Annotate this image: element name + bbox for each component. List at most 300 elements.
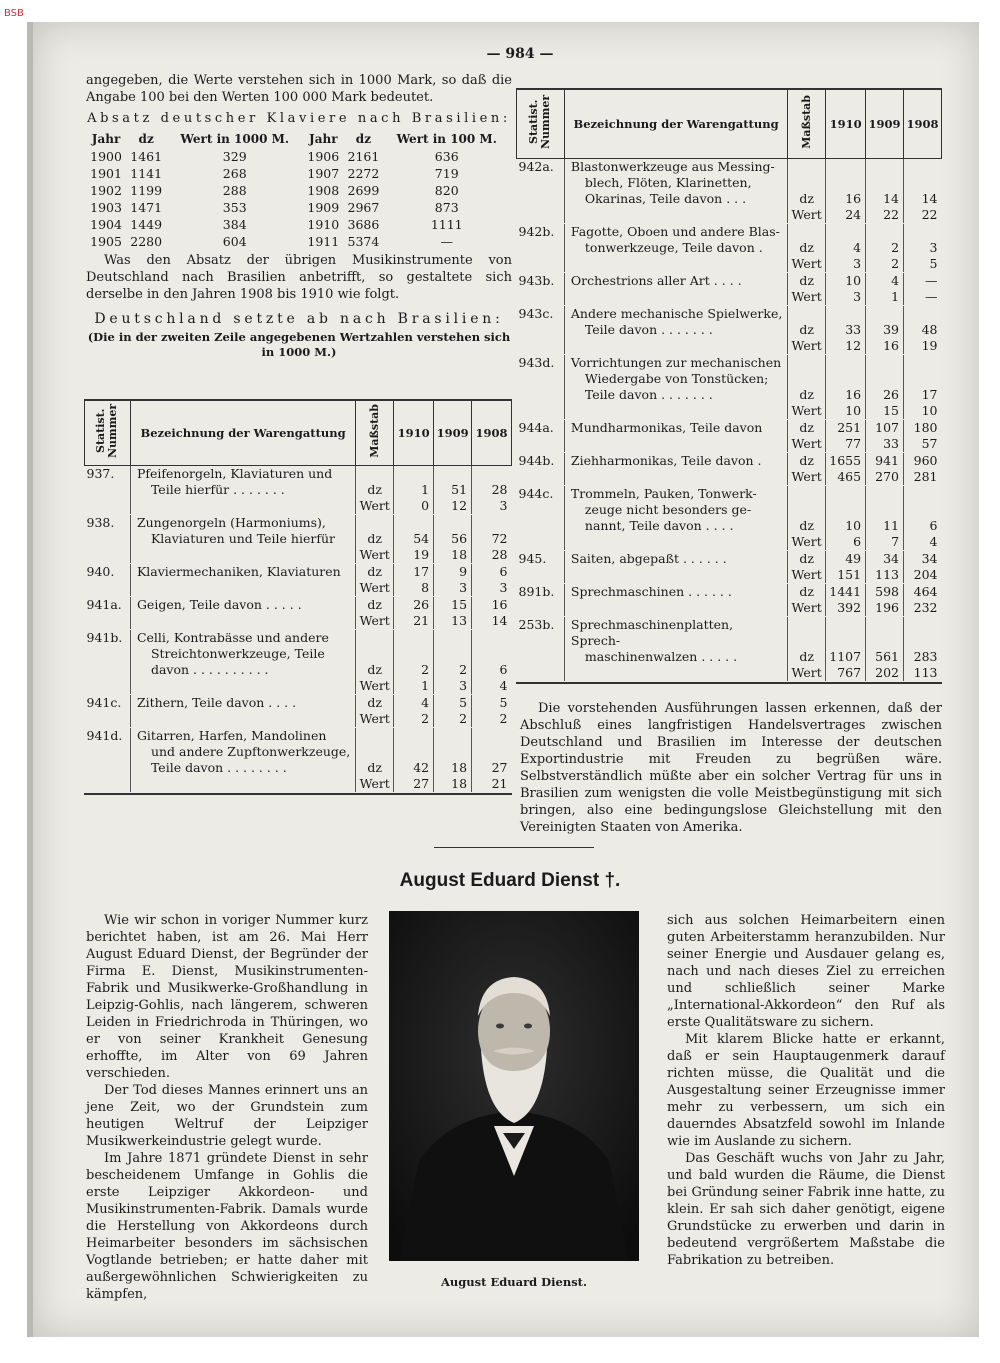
value-dz: 11 — [866, 518, 904, 534]
stat-number — [85, 776, 131, 792]
col-desc-header: Bezeichnung der Warengattung — [564, 89, 787, 159]
table-row — [85, 515, 512, 531]
value-wert: 2 — [394, 711, 434, 727]
stat-number — [517, 240, 565, 256]
description-line — [130, 613, 355, 629]
unit-wert: Wert — [356, 547, 394, 563]
value-cell — [472, 744, 512, 760]
description-line: blech, Flöten, Klarinetten, — [564, 175, 787, 191]
value-cell — [904, 502, 942, 518]
table-row — [85, 744, 512, 760]
value-wert: 21 — [394, 613, 434, 629]
unit-wert: Wert — [788, 403, 826, 419]
absatz-cell: 1908 — [307, 183, 340, 198]
absatz-header: Wert in 1000 M. — [180, 132, 290, 146]
description-line — [564, 600, 787, 616]
table-row — [517, 387, 942, 403]
absatz-row — [86, 165, 510, 182]
value-cell — [434, 728, 472, 744]
description-line: maschinenwalzen . . . . . — [564, 649, 787, 665]
unit-cell — [356, 630, 394, 646]
value-wert: 196 — [866, 600, 904, 616]
value-wert: 3 — [472, 498, 512, 514]
table-row — [517, 240, 942, 256]
value-wert: — — [904, 289, 942, 305]
absatz-row — [86, 216, 510, 233]
value-dz: 1 — [394, 482, 434, 498]
absatz-cell: 2161 — [347, 149, 380, 164]
value-dz: 4 — [866, 273, 904, 289]
value-cell — [904, 224, 942, 240]
value-cell — [866, 502, 904, 518]
value-wert: 4 — [472, 678, 512, 694]
unit-cell — [788, 486, 826, 502]
unit-dz: dz — [788, 387, 826, 403]
table-row — [517, 617, 942, 649]
absatz-cell: 1199 — [130, 183, 163, 198]
description-line — [130, 678, 355, 694]
portrait-photo — [389, 911, 639, 1261]
page-number: — 984 — — [486, 46, 554, 62]
description-line: Teile davon . . . . . . . . — [130, 760, 355, 776]
unit-dz: dz — [788, 649, 826, 665]
description-line: Sprechmaschinenplatten, Sprech- — [564, 617, 787, 649]
absatz-cell: 2699 — [347, 183, 380, 198]
stat-number — [85, 498, 131, 514]
row-spacer — [517, 681, 942, 682]
value-dz: 18 — [434, 760, 472, 776]
value-cell — [394, 728, 434, 744]
unit-wert: Wert — [788, 567, 826, 583]
value-cell — [472, 630, 512, 646]
value-dz: 48 — [904, 322, 942, 338]
unit-cell — [356, 515, 394, 531]
unit-wert: Wert — [788, 207, 826, 223]
stat-number — [517, 502, 565, 518]
value-dz: 941 — [866, 453, 904, 469]
unit-cell — [788, 159, 826, 176]
unit-cell — [356, 744, 394, 760]
right-export-table-wrap — [516, 88, 942, 684]
stat-number: 945. — [518, 551, 547, 566]
value-dz: 17 — [394, 564, 434, 580]
unit-dz: dz — [788, 191, 826, 207]
absatz-cell: 1901 — [90, 166, 122, 181]
value-dz: 16 — [826, 387, 866, 403]
left-column — [86, 72, 512, 360]
description-line — [564, 469, 787, 485]
value-wert: 22 — [866, 207, 904, 223]
value-dz: 1441 — [826, 584, 866, 600]
value-cell — [866, 159, 904, 176]
description-line: Wiedergabe von Tonstücken; — [564, 371, 787, 387]
absatz-cell: 1907 — [307, 166, 340, 181]
value-wert: 22 — [904, 207, 942, 223]
unit-wert: Wert — [788, 256, 826, 272]
absatz-row — [86, 199, 510, 216]
description-line: nannt, Teile davon . . . . — [564, 518, 787, 534]
value-dz: 27 — [472, 760, 512, 776]
table-row — [517, 453, 942, 469]
unit-cell — [356, 646, 394, 662]
unit-cell — [788, 224, 826, 240]
unit-wert: Wert — [788, 469, 826, 485]
value-cell — [826, 502, 866, 518]
absatz-header: Jahr — [309, 132, 338, 146]
value-wert: 767 — [826, 665, 866, 681]
value-cell — [866, 617, 904, 649]
stat-number — [85, 678, 131, 694]
stat-number: 944c. — [518, 486, 554, 501]
value-dz: 4 — [394, 695, 434, 711]
portrait-eye — [496, 1024, 504, 1029]
stat-number: 941c. — [86, 695, 122, 710]
unit-dz: dz — [356, 564, 394, 580]
value-wert: 16 — [866, 338, 904, 354]
table-row — [517, 420, 942, 436]
stat-number — [85, 662, 131, 678]
value-cell — [826, 355, 866, 371]
description-line — [564, 207, 787, 223]
stat-number — [517, 371, 565, 387]
unit-dz: dz — [356, 597, 394, 613]
value-cell — [826, 486, 866, 502]
unit-wert: Wert — [356, 678, 394, 694]
value-dz: 56 — [434, 531, 472, 547]
description-line: tonwerkzeuge, Teile davon . — [564, 240, 787, 256]
value-dz: 283 — [904, 649, 942, 665]
value-dz: 180 — [904, 420, 942, 436]
description-line — [564, 289, 787, 305]
value-wert: 12 — [826, 338, 866, 354]
value-wert: 8 — [394, 580, 434, 596]
description-line — [564, 567, 787, 583]
stat-number — [517, 436, 565, 452]
value-cell — [434, 630, 472, 646]
value-cell — [826, 617, 866, 649]
table-row — [517, 256, 942, 272]
value-wert: 3 — [826, 289, 866, 305]
absatz-cell: 268 — [222, 166, 247, 181]
value-dz: 14 — [866, 191, 904, 207]
value-cell — [904, 371, 942, 387]
value-wert: 204 — [904, 567, 942, 583]
value-cell — [394, 466, 434, 483]
description-line: Orchestrions aller Art . . . . — [564, 273, 787, 289]
value-dz: 16 — [826, 191, 866, 207]
table-row — [517, 159, 942, 176]
table-row — [85, 711, 512, 727]
value-wert: 21 — [472, 776, 512, 792]
table-row — [517, 502, 942, 518]
description-line — [130, 498, 355, 514]
table-row — [517, 306, 942, 322]
absatz-header: dz — [138, 132, 154, 146]
unit-wert: Wert — [356, 776, 394, 792]
stat-number: 941b. — [86, 630, 123, 645]
col-1909-header: 1909 — [866, 89, 904, 159]
description-line: Mundharmonikas, Teile davon — [564, 420, 787, 436]
unit-cell — [788, 306, 826, 322]
unit-wert: Wert — [356, 711, 394, 727]
table-row — [517, 567, 942, 583]
description-line: Teile davon . . . . . . . — [564, 387, 787, 403]
value-dz: 54 — [394, 531, 434, 547]
absatz-cell: 1902 — [90, 183, 122, 198]
value-dz: 15 — [434, 597, 472, 613]
table-row — [517, 191, 942, 207]
value-wert: 151 — [826, 567, 866, 583]
obituary-right-column — [667, 912, 945, 1269]
obituary-left-column — [86, 912, 368, 1303]
value-wert: 24 — [826, 207, 866, 223]
unit-dz: dz — [788, 518, 826, 534]
intro-text: angegeben, die Werte verstehen sich in 1000 Mark, so daß die Angabe 100 bei den Werten 100 000 Mark bedeutet. — [86, 73, 512, 105]
col-1910-header: 1910 — [394, 400, 434, 466]
col-1909-header: 1909 — [434, 400, 472, 466]
description-line: zeuge nicht besonders ge- — [564, 502, 787, 518]
value-wert: 0 — [394, 498, 434, 514]
description-line: Andere mechanische Spielwerke, — [564, 306, 787, 322]
col-1908-header: 1908 — [904, 89, 942, 159]
table-row — [517, 338, 942, 354]
value-wert: 4 — [904, 534, 942, 550]
obituary-paragraph: Das Geschäft wuchs von Jahr zu Jahr, und bald wurden die Räume, die Dienst bei Gründung seiner Fabrik inne hatte, zu klein. Er sah sich daher genötigt, eigene Grundstücke zu erwerben und darin in bedeutend vergrößertem Maßstabe die Fabrikation zu betreiben. — [667, 1151, 945, 1268]
col-num-header: Statist. Nummer — [517, 89, 565, 159]
value-cell — [472, 728, 512, 744]
value-wert: 33 — [866, 436, 904, 452]
value-wert: 13 — [434, 613, 472, 629]
portrait-eye — [524, 1024, 532, 1029]
absatz-cell: 873 — [434, 200, 459, 215]
unit-dz: dz — [356, 695, 394, 711]
stat-number: 943c. — [518, 306, 554, 321]
value-cell — [904, 175, 942, 191]
unit-dz: dz — [788, 551, 826, 567]
value-dz: 6 — [904, 518, 942, 534]
value-cell — [826, 159, 866, 176]
description-line — [130, 711, 355, 727]
value-cell — [866, 371, 904, 387]
stat-number — [85, 711, 131, 727]
table-row — [517, 436, 942, 452]
table-row — [517, 469, 942, 485]
value-wert: 18 — [434, 547, 472, 563]
table-row — [85, 760, 512, 776]
value-dz: 10 — [826, 518, 866, 534]
table-row — [85, 630, 512, 646]
stat-number: 941a. — [86, 597, 122, 612]
value-cell — [866, 224, 904, 240]
stat-number — [517, 403, 565, 419]
absatz-cell: 1461 — [130, 149, 163, 164]
stat-number: 943d. — [518, 355, 555, 370]
value-wert: 15 — [866, 403, 904, 419]
table-row — [517, 224, 942, 240]
stat-number: 253b. — [518, 617, 555, 632]
value-wert: 202 — [866, 665, 904, 681]
stat-number — [517, 534, 565, 550]
value-wert: 465 — [826, 469, 866, 485]
absatz-cell: 636 — [434, 149, 459, 164]
description-line: Sprechmaschinen . . . . . . — [564, 584, 787, 600]
col-unit-header: Maßstab — [788, 89, 826, 159]
table-row — [85, 498, 512, 514]
row-spacer — [85, 792, 512, 793]
table-row — [85, 547, 512, 563]
conclusion-paragraph: Die vorstehenden Ausführungen lassen erkennen, daß der Abschluß eines langfristigen Handelsvertrages zwischen Deutschland und Brasilien im Interesse der deutschen Exportindustrie mit Freuden zu begrüßen wäre. Selbstverständlich müßte aber ein solcher Vertrag für uns in Brasilien zum wenigsten die volle Meistbegünstigung mit sich bringen, also eine bedingungslose Gleichstellung mit den Vereinigten Staaten von Amerika. — [520, 701, 942, 835]
description-line: Saiten, abgepaßt . . . . . . — [564, 551, 787, 567]
value-cell — [434, 744, 472, 760]
description-line — [564, 256, 787, 272]
value-cell — [904, 486, 942, 502]
unit-dz: dz — [356, 531, 394, 547]
value-dz: 28 — [472, 482, 512, 498]
value-dz: 33 — [826, 322, 866, 338]
description-line: Pfeifenorgeln, Klaviaturen und — [130, 466, 355, 483]
absatz-cell: 1909 — [307, 200, 340, 215]
description-line: Zithern, Teile davon . . . . — [130, 695, 355, 711]
unit-wert: Wert — [788, 289, 826, 305]
description-line — [130, 580, 355, 596]
stat-number: 940. — [86, 564, 115, 579]
value-dz: 5 — [472, 695, 512, 711]
value-wert: 3 — [434, 580, 472, 596]
unit-wert: Wert — [788, 338, 826, 354]
stat-number: 941d. — [86, 728, 123, 743]
value-dz: 16 — [472, 597, 512, 613]
obituary-paragraph: sich aus solchen Heimarbeitern einen guten Arbeiterstamm heranzubilden. Nur seiner Energie und Ausdauer gelang es, nach und nach dieses Ziel zu erreichen und schließlich seiner Marke „International-Akkordeon“ den Ruf als erste Qualitätsware zu sichern. — [667, 913, 945, 1030]
unit-wert: Wert — [788, 534, 826, 550]
description-line — [130, 547, 355, 563]
stat-number: 937. — [86, 466, 115, 481]
table-row — [85, 531, 512, 547]
description-line — [564, 403, 787, 419]
value-wert: 2 — [866, 256, 904, 272]
value-dz: 6 — [472, 662, 512, 678]
export-note: (Die in der zweiten Zeile angegebenen Wertzahlen verstehen sich in 1000 M.) — [87, 330, 511, 359]
stat-number — [517, 567, 565, 583]
absatz-header: dz — [355, 132, 372, 146]
value-dz: 26 — [394, 597, 434, 613]
absatz-cell: 719 — [434, 166, 459, 181]
description-line — [564, 665, 787, 681]
value-wert: 7 — [866, 534, 904, 550]
value-cell — [434, 646, 472, 662]
table-row — [85, 728, 512, 744]
stat-number — [85, 744, 131, 760]
value-dz: 251 — [826, 420, 866, 436]
value-dz: 42 — [394, 760, 434, 776]
absatz-header: Wert in 100 M. — [396, 132, 497, 146]
transition-paragraph: Was den Absatz der übrigen Musikinstrumente von Deutschland nach Brasilien anbetrifft, so gestaltete sich derselbe in den Jahren 1908 bis 1910 wie folgt. — [86, 253, 512, 302]
value-wert: 1 — [866, 289, 904, 305]
absatz-row — [86, 233, 510, 250]
value-wert: 281 — [904, 469, 942, 485]
value-wert: 6 — [826, 534, 866, 550]
table-row — [85, 597, 512, 613]
absatz-cell: 1904 — [90, 217, 122, 232]
value-dz: 51 — [434, 482, 472, 498]
unit-dz: dz — [356, 662, 394, 678]
value-wert: 270 — [866, 469, 904, 485]
stat-number: 942a. — [518, 159, 554, 174]
value-wert: 2 — [472, 711, 512, 727]
value-wert: 113 — [866, 567, 904, 583]
left-export-table-wrap — [84, 399, 512, 795]
value-cell — [904, 159, 942, 176]
value-dz: 598 — [866, 584, 904, 600]
section-divider — [434, 847, 594, 848]
unit-cell — [788, 617, 826, 649]
absatz-cell: 2280 — [130, 234, 163, 249]
stat-number: 944a. — [518, 420, 554, 435]
value-cell — [472, 515, 512, 531]
absatz-cell: 820 — [434, 183, 459, 198]
absatz-cell: 1141 — [130, 166, 163, 181]
value-dz: 49 — [826, 551, 866, 567]
value-wert: 14 — [472, 613, 512, 629]
table-row — [517, 518, 942, 534]
description-line: Klaviermechaniken, Klaviaturen — [130, 564, 355, 580]
stat-number — [85, 580, 131, 596]
value-wert: 3 — [434, 678, 472, 694]
unit-dz: dz — [788, 420, 826, 436]
value-wert: 1 — [394, 678, 434, 694]
right-export-table — [516, 88, 942, 682]
description-line — [564, 436, 787, 452]
absatz-cell: 3686 — [347, 217, 380, 232]
unit-dz: dz — [788, 584, 826, 600]
table-row — [517, 289, 942, 305]
table-row — [517, 322, 942, 338]
value-wert: 19 — [904, 338, 942, 354]
value-cell — [826, 306, 866, 322]
value-cell — [472, 646, 512, 662]
stat-number — [85, 613, 131, 629]
col-unit-header: Maßstab — [356, 400, 394, 466]
stat-number: 891b. — [518, 584, 555, 599]
value-wert: 5 — [904, 256, 942, 272]
value-dz: 5 — [434, 695, 472, 711]
description-line: Vorrichtungen zur mechanischen — [564, 355, 787, 371]
value-wert: 10 — [826, 403, 866, 419]
value-cell — [826, 175, 866, 191]
value-cell — [394, 515, 434, 531]
value-wert: 2 — [434, 711, 472, 727]
stat-number — [85, 482, 131, 498]
stat-number — [85, 531, 131, 547]
stat-number — [517, 518, 565, 534]
table-row — [517, 551, 942, 567]
unit-dz: dz — [788, 453, 826, 469]
value-cell — [866, 486, 904, 502]
value-dz: 2 — [434, 662, 472, 678]
stat-number — [517, 256, 565, 272]
absatz-row — [86, 182, 510, 199]
value-cell — [826, 371, 866, 387]
absatz-cell: 1906 — [307, 149, 340, 164]
value-wert: 3 — [472, 580, 512, 596]
unit-dz: dz — [356, 482, 394, 498]
absatz-cell: 1471 — [130, 200, 163, 215]
absatz-cell: 329 — [222, 149, 247, 164]
description-line: Teile davon . . . . . . . — [564, 322, 787, 338]
table-row — [85, 482, 512, 498]
value-cell — [394, 630, 434, 646]
absatz-table — [86, 131, 510, 250]
value-cell — [826, 224, 866, 240]
